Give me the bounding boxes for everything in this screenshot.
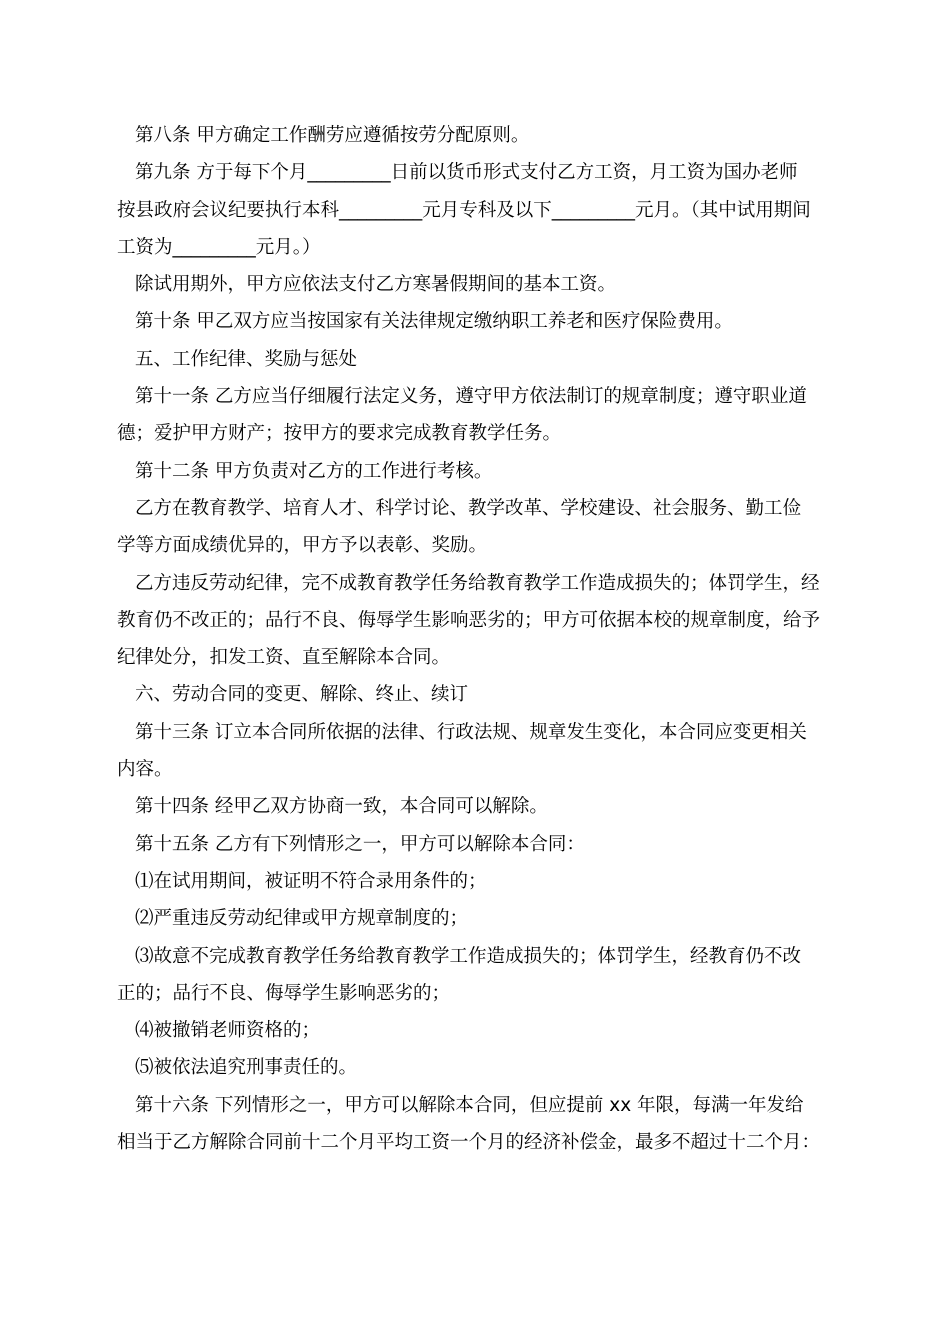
list-item: ⑴在试用期间，被证明不符合录用条件的； bbox=[135, 870, 487, 892]
list-item: ⑵严重违反劳动纪律或甲方规章制度的； bbox=[135, 908, 469, 930]
document-line: 第十五条 乙方有下列情形之一，甲方可以解除本合同： bbox=[135, 833, 585, 855]
section-heading: 五、工作纪律、奖励与惩处 bbox=[135, 348, 358, 370]
list-item: ⑷被撤销老师资格的； bbox=[135, 1020, 321, 1042]
document-line: 除试用期外，甲方应依法支付乙方寒暑假期间的基本工资。 bbox=[135, 274, 617, 296]
document-line: 第十一条 乙方应当仔细履行法定义务，遵守甲方依法制订的规章制度；遵守职业道 bbox=[135, 386, 807, 408]
document-line: 按县政府会议纪要执行本科_________元月专科及以下_________元月。（其中试用期间 bbox=[117, 199, 811, 221]
document-line: 乙方违反劳动纪律，完不成教育教学任务给教育教学工作造成损失的；体罚学生，经 bbox=[135, 572, 820, 594]
document-line: 第十六条 下列情形之一，甲方可以解除本合同，但应提前 xx 年限，每满一年发给 bbox=[135, 1094, 804, 1116]
document-line: 内容。 bbox=[117, 759, 173, 781]
document-line: 正的；品行不良、侮辱学生影响恶劣的； bbox=[117, 982, 451, 1004]
document-line: 第八条 甲方确定工作酬劳应遵循按劳分配原则。 bbox=[135, 125, 530, 146]
section-heading: 六、劳动合同的变更、解除、终止、续订 bbox=[135, 684, 469, 706]
list-item: ⑸被依法追究刑事责任的。 bbox=[135, 1057, 358, 1079]
document-line: 第十四条 经甲乙双方协商一致，本合同可以解除。 bbox=[135, 796, 548, 818]
document-line: 第九条 方于每下个月_________日前以货币形式支付乙方工资，月工资为国办老师 bbox=[135, 162, 798, 184]
document-line: 纪律处分，扣发工资、直至解除本合同。 bbox=[117, 647, 451, 669]
document-line: 第十条 甲乙双方应当按国家有关法律规定缴纳职工养老和医疗保险费用。 bbox=[135, 311, 733, 333]
list-item: ⑶故意不完成教育教学任务给教育教学工作造成损失的；体罚学生，经教育仍不改 bbox=[135, 945, 802, 967]
document-line: 乙方在教育教学、培育人才、科学讨论、教学改革、学校建设、社会服务、勤工俭 bbox=[135, 497, 802, 519]
document-line: 学等方面成绩优异的，甲方予以表彰、奖励。 bbox=[117, 535, 488, 557]
document-line: 德；爱护甲方财产；按甲方的要求完成教育教学任务。 bbox=[117, 423, 562, 445]
document-line: 相当于乙方解除合同前十二个月平均工资一个月的经济补偿金，最多不超过十二个月： bbox=[117, 1132, 821, 1154]
document-line: 第十二条 甲方负责对乙方的工作进行考核。 bbox=[135, 460, 493, 482]
document-line: 第十三条 订立本合同所依据的法律、行政法规、规章发生变化，本合同应变更相关 bbox=[135, 721, 807, 743]
document-line: 教育仍不改正的；品行不良、侮辱学生影响恶劣的；甲方可依据本校的规章制度，给予 bbox=[117, 609, 821, 631]
document-line: 工资为_________元月。） bbox=[117, 236, 321, 258]
